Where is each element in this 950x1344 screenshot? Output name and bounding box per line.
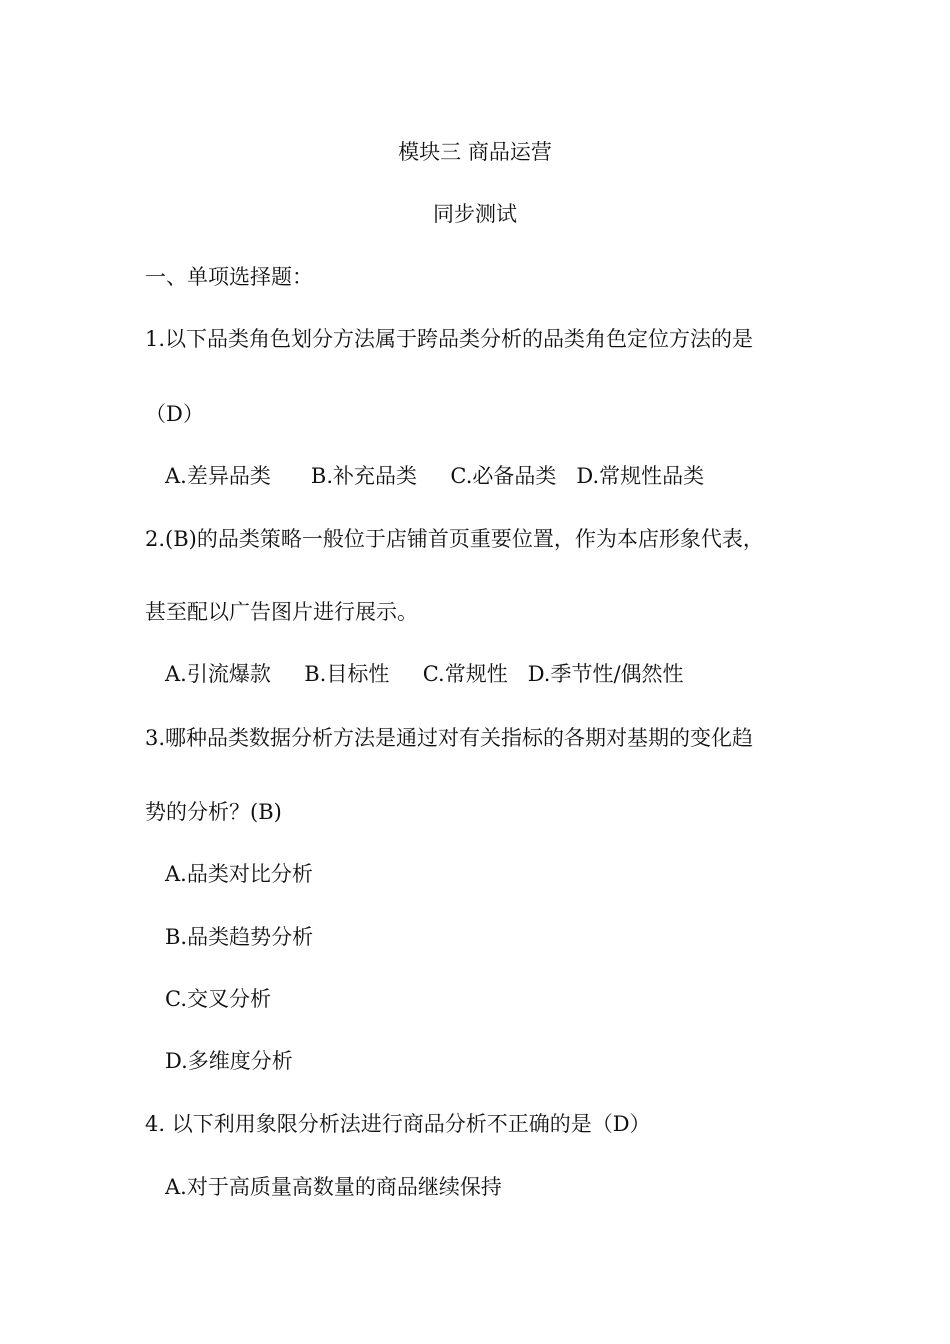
- option-a: A.品类对比分析: [165, 862, 313, 886]
- option-b: B.品类趋势分析: [165, 925, 314, 949]
- document-subtitle: 同步测试: [433, 202, 517, 226]
- question-stem: 4. 以下利用象限分析法进行商品分析不正确的是（D）: [145, 1112, 651, 1136]
- option-c: C.交叉分析: [165, 987, 271, 1011]
- question-stem-continued: 甚至配以广告图片进行展示。: [145, 600, 418, 624]
- section-heading: 一、单项选择题：: [145, 265, 313, 289]
- question-stem: 1.以下品类角色划分方法属于跨品类分析的品类角色定位方法的是: [145, 327, 754, 351]
- option-d: D.多维度分析: [165, 1049, 293, 1073]
- question-stem: 3.哪种品类数据分析方法是通过对有关指标的各期对基期的变化趋: [145, 726, 754, 750]
- question-options: A.引流爆款 B.目标性 C.常规性 D.季节性/偶然性: [165, 662, 684, 686]
- question-options: A.差异品类 B.补充品类 C.必备品类 D.常规性品类: [165, 464, 705, 488]
- question-stem-continued: 势的分析？(B): [145, 800, 282, 824]
- document-title: 模块三 商品运营: [398, 140, 552, 164]
- option-a: A.对于高质量高数量的商品继续保持: [165, 1175, 502, 1199]
- question-stem: 2.(B)的品类策略一般位于店铺首页重要位置，作为本店形象代表，: [145, 527, 764, 551]
- question-stem-continued: （D）: [145, 402, 204, 426]
